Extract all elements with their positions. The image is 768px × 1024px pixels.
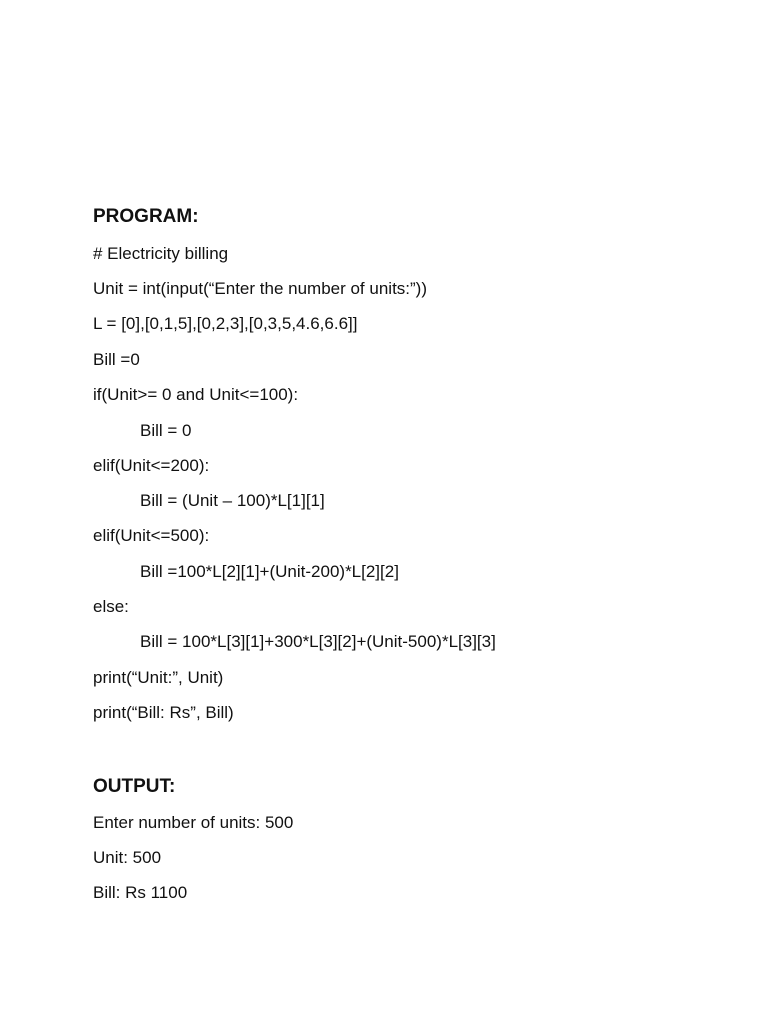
code-line-bill-zero: Bill = 0 [140,421,192,440]
output-line-bill: Bill: Rs 1100 [93,883,188,902]
program-heading: PROGRAM: [93,206,199,227]
code-line-bill-tier2: Bill =100*L[2][1]+(Unit-200)*L[2][2] [140,562,399,581]
code-line-unit-input: Unit = int(input(“Enter the number of units:”)) [93,279,427,298]
code-line-comment: # Electricity billing [93,244,229,263]
output-line-unit: Unit: 500 [93,848,162,867]
code-line-rate-list: L = [0],[0,1,5],[0,2,3],[0,3,5,4.6,6.6]] [93,314,358,333]
output-line-prompt: Enter number of units: 500 [93,813,294,832]
code-line-bill-tier1: Bill = (Unit – 100)*L[1][1] [140,491,325,510]
code-line-bill-init: Bill =0 [93,350,140,369]
code-line-print-bill: print(“Bill: Rs”, Bill) [93,703,234,722]
code-line-else: else: [93,597,129,616]
code-line-if: if(Unit>= 0 and Unit<=100): [93,385,299,404]
code-line-elif-500: elif(Unit<=500): [93,526,210,545]
code-line-elif-200: elif(Unit<=200): [93,456,210,475]
output-heading: OUTPUT: [93,776,176,797]
code-line-print-unit: print(“Unit:”, Unit) [93,668,224,687]
code-line-bill-tier3: Bill = 100*L[3][1]+300*L[3][2]+(Unit-500)*L[3][3] [140,632,496,651]
